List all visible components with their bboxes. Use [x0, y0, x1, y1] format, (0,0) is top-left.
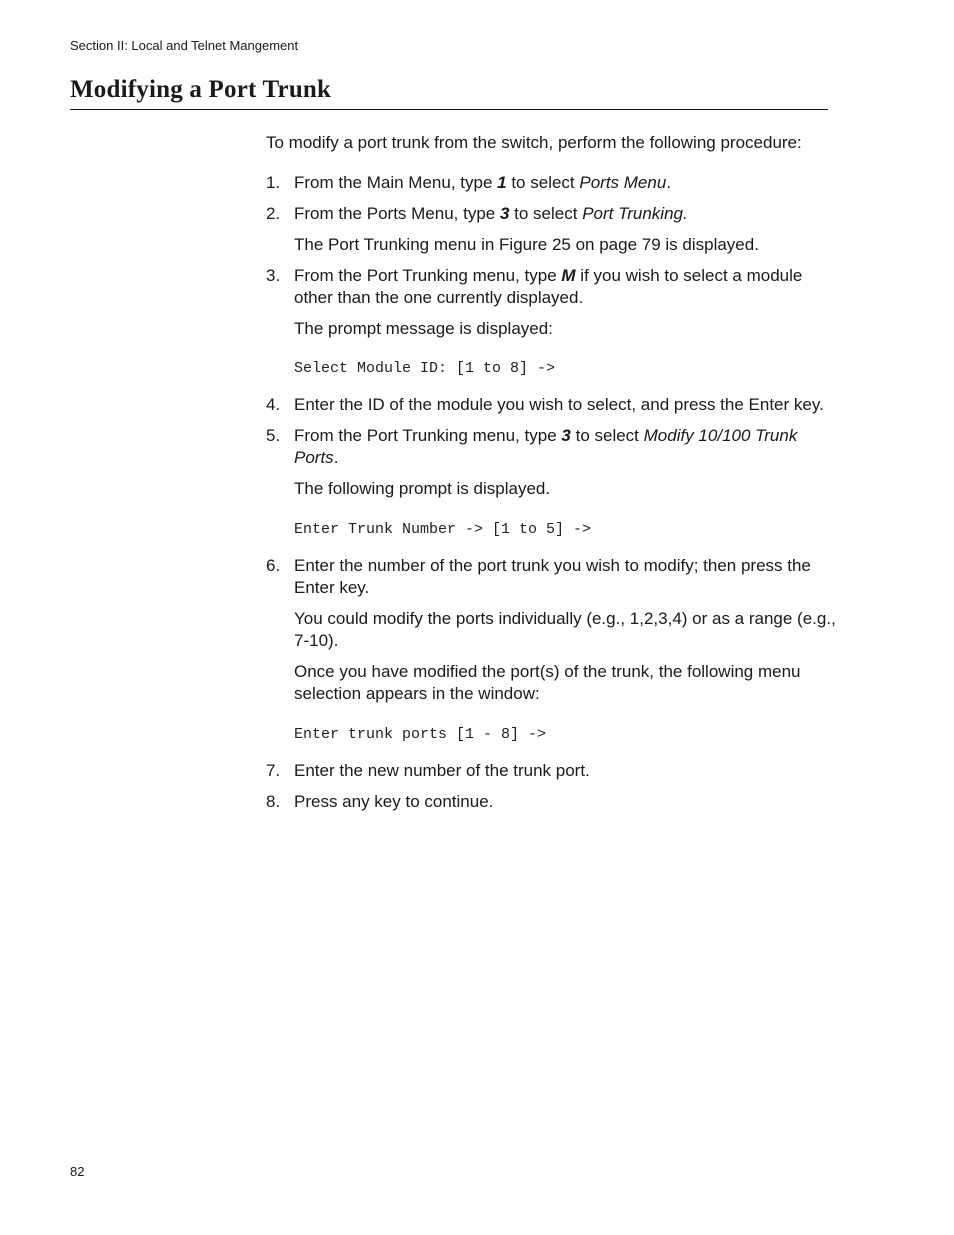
step-text: From the Port Trunking menu, type: [294, 426, 562, 445]
step-target: Port Trunking.: [582, 204, 688, 223]
step-text: Enter the ID of the module you wish to select, and press the Enter key.: [294, 395, 824, 414]
step-number: 7.: [266, 761, 281, 780]
step-target: Ports Menu: [579, 173, 667, 192]
step-5: [266, 425, 841, 500]
step-number: 3.: [266, 266, 281, 285]
step-text: to select: [570, 426, 644, 445]
step-note: You could modify the ports individually (e.g., 1,2,3,4) or as a range (e.g., 7-10).: [294, 609, 836, 650]
code-prompt-trunk-number: Enter Trunk Number -> [1 to 5] ->: [294, 521, 592, 538]
step-text: Press any key to continue.: [294, 792, 494, 811]
step-1: [266, 172, 841, 194]
page-title: Modifying a Port Trunk: [70, 76, 332, 103]
step-number: 2.: [266, 204, 281, 223]
step-key: 3: [561, 426, 571, 445]
title-rule: [70, 109, 828, 110]
step-text: if you wish to select a module other than the one currently displayed.: [294, 266, 803, 307]
running-header: Section II: Local and Telnet Mangement: [70, 38, 299, 53]
step-note: The prompt message is displayed:: [294, 319, 553, 338]
step-8: [266, 791, 841, 813]
step-text: .: [333, 448, 339, 467]
step-4: [266, 394, 841, 416]
step-text: From the Port Trunking menu, type: [294, 266, 562, 285]
intro-paragraph: To modify a port trunk from the switch, perform the following procedure:: [266, 133, 802, 152]
step-number: 5.: [266, 426, 281, 445]
step-text: Enter the number of the port trunk you wish to modify; then press the Enter key.: [294, 556, 811, 597]
step-target: Modify 10/100 Trunk Ports: [294, 426, 798, 467]
step-key: 1: [497, 173, 507, 192]
step-key: M: [561, 266, 576, 285]
step-text: From the Main Menu, type: [294, 173, 498, 192]
step-key: 3: [499, 204, 510, 223]
step-text: Enter the new number of the trunk port.: [294, 761, 590, 780]
step-note: The Port Trunking menu in Figure 25 on page 79 is displayed.: [294, 235, 759, 254]
step-text: .: [666, 173, 672, 192]
step-note: Once you have modified the port(s) of the trunk, the following menu selection appears in the window:: [294, 662, 801, 703]
step-2: [266, 203, 841, 256]
step-text: From the Ports Menu, type: [294, 204, 500, 223]
step-7: [266, 760, 841, 782]
procedure-body: [266, 132, 841, 813]
step-3: [266, 265, 841, 340]
step-note: The following prompt is displayed.: [294, 479, 551, 498]
step-text: to select: [509, 204, 583, 223]
step-number: 8.: [266, 792, 281, 811]
page-number: 82: [70, 1164, 85, 1179]
step-6: [266, 555, 841, 705]
step-number: 6.: [266, 556, 281, 575]
code-prompt-trunk-ports: Enter trunk ports [1 - 8] ->: [294, 726, 547, 743]
step-number: 4.: [266, 395, 281, 414]
step-number: 1.: [266, 173, 281, 192]
step-text: to select: [506, 173, 580, 192]
code-prompt-module: Select Module ID: [1 to 8] ->: [294, 360, 556, 377]
